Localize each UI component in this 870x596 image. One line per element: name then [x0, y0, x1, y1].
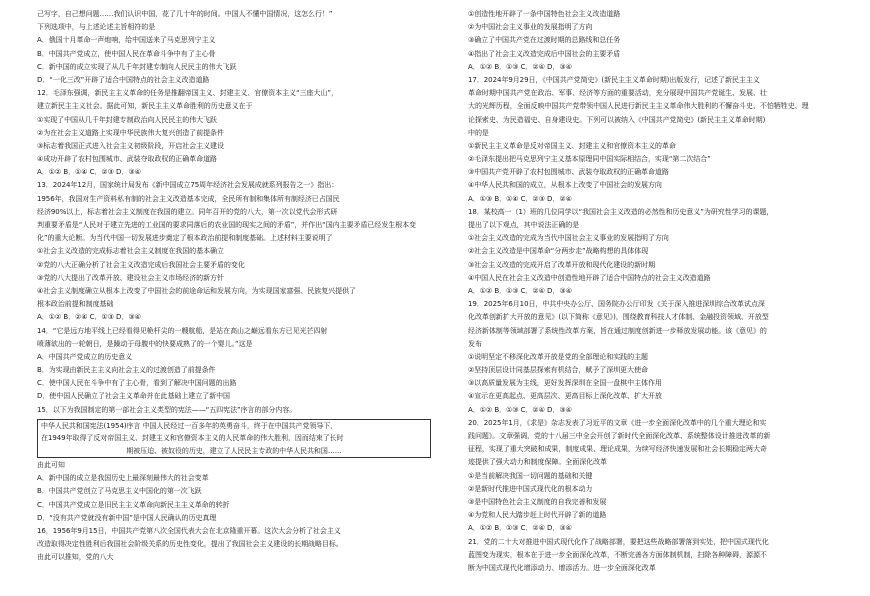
text-line: 化改革创新扩大开放的意见》(以下简称《意见》)，围绕教育科技人才体制、金融投资领域、开放型	[468, 313, 769, 322]
text-line: ③标志着我国正式进入社会主义初级阶段，开启社会主义建设	[37, 141, 224, 150]
text-line: ①新民主主义革命是反对帝国主义、封建主义和官僚资本主义的革命	[468, 141, 676, 150]
text-line: ①社会主义改造的完成标志着社会主义制度在我国的基本确立	[37, 247, 224, 256]
text-line: 在1949年取得了反对帝国主义、封建主义和官僚资本主义的人民革命的伟大胜利，因而结束了长时	[41, 434, 344, 443]
text-line: ④宣示在更高起点、更高层次、更高目标上深化改革、扩大开放	[468, 392, 662, 401]
text-line: 断为中国式现代化增添动力、增添活力。进一步全面深化改革	[468, 563, 656, 572]
text-line: ④社会主义制度确立从根本上改变了中国社会的前途命运和发展方向，为实现国家富强、民族复兴提供了	[37, 286, 356, 295]
text-line: 1956年，我国对生产资料私有制的社会主义改造基本完成，全民所有制和集体所有制经济已占国民	[37, 194, 340, 203]
text-line: 提出了以下观点，其中说法正确的是	[468, 221, 580, 229]
text-line: ③中国共产党开辟了农村包围城市、武装夺取政权的正确革命道路	[468, 168, 669, 177]
text-line: A．①② B．①③ C．②④ D．③④	[468, 524, 572, 533]
text-line: 13．2024年12月，国家统计局发布《新中国成立75周年经济社会发展成就系列报告之一》指出：	[37, 181, 339, 190]
text-line: 大的光辉历程，全面反映中国共产党带领中国人民进行新民主主义革命伟大胜利的不懈奋斗史、不怕牺牲史、理	[468, 102, 809, 111]
text-line: 由此可知	[37, 460, 65, 469]
text-line: A．中国共产党成立的历史意义	[37, 352, 133, 361]
text-line: A．①② B．①③ C．②④ D．③④	[468, 62, 572, 71]
text-line: B．中国共产党创立了马克思主义中国化的第一次飞跃	[37, 487, 202, 496]
text-line: ①创造性地开辟了一条中国特色社会主义改造道路	[468, 10, 621, 18]
text-line: 迹提供了强大动力和制度保障。全面深化改革	[468, 458, 607, 467]
text-line: D．使中国人民确立了社会主义革命并在此基础上建立了新中国	[37, 392, 230, 401]
text-line: 践问题》。文章强调，党的十八届三中全会开创了新时代全面深化改革、系统整体设计推进改革的新	[468, 432, 771, 440]
text-line: 改造取得决定性胜利后我国社会阶级关系的历史性变化，提出了我国社会主义建设的长期战略目标。	[37, 540, 343, 549]
text-line: 喷薄欲出的一轮朝日，是躁动于母腹中的快要成熟了的一个婴儿。”这是	[37, 339, 253, 348]
left-column	[37, 8, 431, 564]
text-line: ②坚持顶层设计同基层探索有机结合，赋予了深圳更大使命	[468, 366, 648, 375]
text-line: ④指出了社会主义改造完成后中国社会的主要矛盾	[468, 49, 621, 58]
text-line: ②毛泽东提出把马克思列宁主义基本原理同中国实际相结合，实现“第二次结合”	[468, 155, 711, 164]
text-line: ①说明坚定不移深化改革开放是党的全部理论和实践的主题	[468, 352, 648, 361]
text-line: 20．2025年1月，《求是》杂志发表了习近平的文章《进一步全面深化改革中的几个重大理论和实	[468, 418, 767, 427]
text-line: 21．党的二十大对推进中国式现代化作了战略部署，要把这些战略部署落到实处，把中国式现代化	[468, 537, 769, 546]
constitution-preamble-box	[37, 419, 431, 458]
text-line: 中的是	[468, 128, 489, 137]
text-line: B．中国共产党成立，使中国人民在革命斗争中有了主心骨	[37, 49, 216, 58]
text-line: ②为中国社会主义事业的发展指明了方向	[468, 23, 593, 32]
text-line: C．新中国的成立实现了从几千年封建专制向人民民主的伟大飞跃	[37, 62, 237, 71]
text-line: 经济新体制等领域部署了系统性改革方案，旨在通过制度创新进一步释放发展动能。该《意见》的	[468, 326, 767, 335]
text-line: 建立新民主主义社会。据此可知，新民主主义革命胜利的历史意义在于	[37, 102, 253, 111]
text-line: 经济90%以上，标志着社会主义制度在我国的建立。同年召开的党的八大，第一次以党代会形式研	[37, 207, 338, 216]
text-line: 14．“它是远方地平线上已经看得见桅杆尖的一艘航船，是站在高山之巅远看东方已见光芒四射	[37, 326, 328, 335]
text-line: 17．2024年9月29日，《中国共产党简史》(新民主主义革命时期)出版发行，记述了新民主主义	[468, 75, 760, 84]
text-line: A．新中国的成立是我国历史上最深刻最伟大的社会变革	[37, 474, 209, 483]
text-line: ③以高质量发展为主线，更好发挥深圳在全国一盘棋中主体作用	[468, 379, 662, 388]
text-line: 征程，实现了重大突破和成果，制度成果、理论成果，为续写经济快速发展和社会长期稳定两大奇	[468, 445, 767, 454]
text-line: D．“一化三改”开辟了适合中国特点的社会主义改造道路	[37, 75, 210, 84]
text-line: A．①② B．②④ C．①③ D．③④	[37, 313, 141, 322]
text-line: ③是中国特色社会主义制度的自我完善和发展	[468, 497, 607, 506]
text-line: 下列选项中，与上述论述主旨相符的是	[37, 23, 156, 32]
text-line: ②为在社会主义道路上实现中华民族伟大复兴创造了前提条件	[37, 128, 224, 137]
left-text-block-b	[37, 459, 431, 565]
text-line: C．使中国人民在斗争中有了主心骨，看到了解决中国问题的出路	[37, 379, 237, 388]
text-line: 根本政治前提和制度基础	[37, 300, 114, 309]
text-line: ①实现了中国从几千年封建专制政治向人民民主的伟大飞跃	[37, 115, 217, 124]
text-line: ②社会主义改造是中国革命“分两步走”战略构想的具体体现	[468, 247, 649, 256]
text-line: 己写字，自己想问题……我们认识中国，花了几十年的时间。中国人不懂中国情况，这怎么行！”	[37, 10, 333, 18]
text-line: A．①② B．①③ C．②④ D．③④	[468, 405, 572, 414]
text-line: ②党的八大正确分析了社会主义改造完成后我国社会主要矛盾的变化	[37, 260, 245, 269]
text-line: 18．某校高一（1）班的几位同学以“我国社会主义改造的必然性和历史意义”为研究性学习的课题，	[468, 207, 774, 216]
text-line: D．“没有共产党就没有新中国”是中国人民确认的历史真理	[37, 513, 217, 522]
text-line: C．中国共产党成立是旧民主主义革命向新民主主义革命的转折	[37, 500, 230, 509]
text-line: 12．毛泽东强调，新民主主义革命的任务是推翻帝国主义、封建主义、官僚资本主义“三座大山”，	[37, 89, 338, 98]
text-line: A．①② B．①④ C．②③ D．③④	[37, 168, 141, 177]
text-line: ④中国人民在社会主义改造中创造性地开辟了适合中国特点的社会主义改造道路	[468, 273, 711, 282]
text-line: 革命时期中国共产党在政治、军事、经济等方面的重要活动，充分展现中国共产党诞生、发展、壮	[468, 89, 767, 98]
text-line: ②是新时代推进中国式现代化的根本动力	[468, 484, 593, 493]
text-line: 由此可以推知，党的八大	[37, 553, 114, 562]
text-line: A．俄国十月革命一声炮响，给中国送来了马克思列宁主义	[37, 36, 216, 45]
text-line: A．①② B．①③ C．②④ D．③④	[468, 286, 572, 295]
text-line: ④成功开辟了农村包围城市、武装夺取政权的正确革命道路	[37, 155, 217, 164]
text-line: 16．1956年9月15日，中国共产党第八次全国代表大会在北京隆重开幕。这次大会分析了社会主义	[37, 526, 341, 535]
text-line: 发布	[468, 339, 482, 348]
text-line: B．为实现由新民主主义向社会主义的过渡创造了前提条件	[37, 366, 216, 375]
text-line: ①社会主义改造的完成为当代中国社会主义事业的发展指明了方向	[468, 234, 669, 243]
text-line: 化”的重大论断。为当代中国一切发展进步奠定了根本政治前提和制度基础。上述材料主要说明了	[37, 234, 333, 243]
text-line: 19．2025年6月10日，中共中央办公厅、国务院办公厅印发《关于深入推进深圳综合改革试点深	[468, 300, 765, 309]
text-line: 蓝图变为现实，根本在于进一步全面深化改革，不断完善各方面体制机制，扫除各种障碍，源源不	[468, 550, 767, 559]
text-line: 论探索史、为民造福史、自身建设史。下列可以被纳入《中国共产党简史》(新民主主义革命时期)	[468, 115, 766, 124]
text-line: ③社会主义改造的完成开启了改革开放和现代化建设的新时期	[468, 260, 655, 269]
text-line: A．①③ B．①④ C．②③ D．②④	[468, 194, 572, 203]
text-line: 判重要矛盾是“人民对于建立先进的工业国的要求同落后的农业国的现实之间的矛盾”，并作出“国内主要矛盾已经发生根本变	[37, 221, 417, 229]
text-line: ③确立了中国共产党在过渡时期的总路线和总任务	[468, 36, 621, 45]
left-text-block-a	[37, 8, 431, 417]
text-line: ①是当前解决我国一切问题的基础和关键	[468, 471, 593, 480]
text-line: 15．以下为我国制定的第一部社会主义类型的宪法——“五四宪法”序言的部分内容。	[37, 405, 297, 414]
text-line: ④为党和人民大踏步赶上时代开辟了新的道路	[468, 511, 607, 520]
text-line: ④中华人民共和国的成立，从根本上改变了中国社会的发展方向	[468, 181, 662, 190]
text-line: 期被压迫、被奴役的历史，建立了人民民主专政的中华人民共和国……	[126, 446, 342, 455]
right-text-block	[468, 8, 862, 575]
text-line: 中华人民共和国宪法(1954)序言 中国人民经过一百多年的英勇奋斗，终于在中国共产党领导下，	[41, 421, 338, 430]
right-column	[468, 8, 862, 575]
text-line: ③党的八大提出了改革开放、建设社会主义市场经济的新方针	[37, 273, 224, 282]
